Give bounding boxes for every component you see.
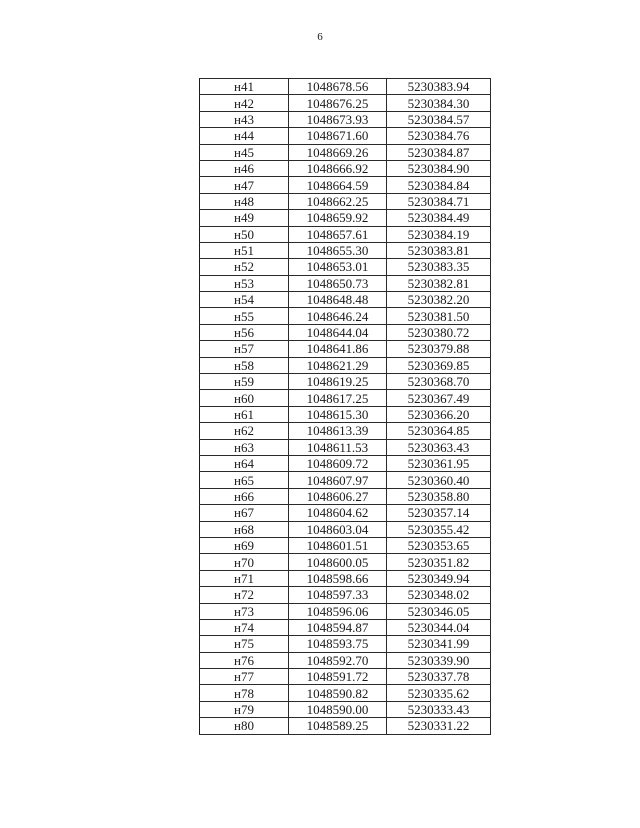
x-coordinate-cell: 1048615.30: [289, 406, 387, 422]
point-name-cell: н62: [200, 423, 289, 439]
x-coordinate-cell: 1048600.05: [289, 554, 387, 570]
x-coordinate-cell: 1048676.25: [289, 95, 387, 111]
point-name-cell: н44: [200, 128, 289, 144]
table-row: [200, 603, 491, 619]
table-row: [200, 275, 491, 291]
y-coordinate-cell: 5230384.57: [387, 111, 491, 127]
x-coordinate-cell: 1048648.48: [289, 292, 387, 308]
y-coordinate-cell: 5230369.85: [387, 357, 491, 373]
point-name-cell: н78: [200, 685, 289, 701]
point-name-cell: н43: [200, 111, 289, 127]
point-name-cell: н57: [200, 341, 289, 357]
point-name-cell: н46: [200, 160, 289, 176]
point-name-cell: н68: [200, 521, 289, 537]
table-row: [200, 259, 491, 275]
table-row: [200, 128, 491, 144]
point-name-cell: н59: [200, 374, 289, 390]
point-name-cell: н67: [200, 505, 289, 521]
y-coordinate-cell: 5230382.81: [387, 275, 491, 291]
y-coordinate-cell: 5230379.88: [387, 341, 491, 357]
point-name-cell: н52: [200, 259, 289, 275]
table-row: [200, 292, 491, 308]
x-coordinate-cell: 1048653.01: [289, 259, 387, 275]
x-coordinate-cell: 1048678.56: [289, 79, 387, 95]
table-row: [200, 406, 491, 422]
coordinates-table-body: [200, 79, 491, 735]
point-name-cell: н80: [200, 718, 289, 734]
x-coordinate-cell: 1048590.82: [289, 685, 387, 701]
point-name-cell: н58: [200, 357, 289, 373]
point-name-cell: н47: [200, 177, 289, 193]
table-row: [200, 193, 491, 209]
table-row: [200, 521, 491, 537]
y-coordinate-cell: 5230357.14: [387, 505, 491, 521]
table-row: [200, 390, 491, 406]
y-coordinate-cell: 5230384.87: [387, 144, 491, 160]
x-coordinate-cell: 1048671.60: [289, 128, 387, 144]
x-coordinate-cell: 1048666.92: [289, 160, 387, 176]
table-row: [200, 537, 491, 553]
table-row: [200, 587, 491, 603]
x-coordinate-cell: 1048606.27: [289, 488, 387, 504]
table-row: [200, 652, 491, 668]
x-coordinate-cell: 1048655.30: [289, 242, 387, 258]
y-coordinate-cell: 5230348.02: [387, 587, 491, 603]
table-row: [200, 505, 491, 521]
point-name-cell: н74: [200, 619, 289, 635]
y-coordinate-cell: 5230353.65: [387, 537, 491, 553]
y-coordinate-cell: 5230383.35: [387, 259, 491, 275]
point-name-cell: н60: [200, 390, 289, 406]
point-name-cell: н56: [200, 324, 289, 340]
table-row: [200, 242, 491, 258]
y-coordinate-cell: 5230383.94: [387, 79, 491, 95]
x-coordinate-cell: 1048591.72: [289, 669, 387, 685]
x-coordinate-cell: 1048657.61: [289, 226, 387, 242]
point-name-cell: н65: [200, 472, 289, 488]
point-name-cell: н55: [200, 308, 289, 324]
point-name-cell: н71: [200, 570, 289, 586]
y-coordinate-cell: 5230360.40: [387, 472, 491, 488]
y-coordinate-cell: 5230384.30: [387, 95, 491, 111]
y-coordinate-cell: 5230349.94: [387, 570, 491, 586]
x-coordinate-cell: 1048662.25: [289, 193, 387, 209]
y-coordinate-cell: 5230383.81: [387, 242, 491, 258]
table-row: [200, 79, 491, 95]
x-coordinate-cell: 1048664.59: [289, 177, 387, 193]
point-name-cell: н79: [200, 701, 289, 717]
table-row: [200, 144, 491, 160]
y-coordinate-cell: 5230367.49: [387, 390, 491, 406]
point-name-cell: н61: [200, 406, 289, 422]
y-coordinate-cell: 5230344.04: [387, 619, 491, 635]
y-coordinate-cell: 5230384.19: [387, 226, 491, 242]
x-coordinate-cell: 1048619.25: [289, 374, 387, 390]
x-coordinate-cell: 1048604.62: [289, 505, 387, 521]
x-coordinate-cell: 1048607.97: [289, 472, 387, 488]
table-row: [200, 308, 491, 324]
y-coordinate-cell: 5230337.78: [387, 669, 491, 685]
point-name-cell: н69: [200, 537, 289, 553]
y-coordinate-cell: 5230361.95: [387, 455, 491, 471]
y-coordinate-cell: 5230366.20: [387, 406, 491, 422]
x-coordinate-cell: 1048659.92: [289, 210, 387, 226]
table-row: [200, 177, 491, 193]
y-coordinate-cell: 5230381.50: [387, 308, 491, 324]
y-coordinate-cell: 5230384.84: [387, 177, 491, 193]
y-coordinate-cell: 5230335.62: [387, 685, 491, 701]
point-name-cell: н76: [200, 652, 289, 668]
y-coordinate-cell: 5230355.42: [387, 521, 491, 537]
point-name-cell: н45: [200, 144, 289, 160]
x-coordinate-cell: 1048592.70: [289, 652, 387, 668]
point-name-cell: н54: [200, 292, 289, 308]
point-name-cell: н48: [200, 193, 289, 209]
y-coordinate-cell: 5230384.71: [387, 193, 491, 209]
table-row: [200, 685, 491, 701]
x-coordinate-cell: 1048601.51: [289, 537, 387, 553]
table-row: [200, 341, 491, 357]
x-coordinate-cell: 1048590.00: [289, 701, 387, 717]
table-row: [200, 701, 491, 717]
point-name-cell: н77: [200, 669, 289, 685]
y-coordinate-cell: 5230333.43: [387, 701, 491, 717]
y-coordinate-cell: 5230380.72: [387, 324, 491, 340]
x-coordinate-cell: 1048603.04: [289, 521, 387, 537]
point-name-cell: н64: [200, 455, 289, 471]
point-name-cell: н66: [200, 488, 289, 504]
table-row: [200, 570, 491, 586]
x-coordinate-cell: 1048597.33: [289, 587, 387, 603]
y-coordinate-cell: 5230363.43: [387, 439, 491, 455]
table-row: [200, 210, 491, 226]
table-row: [200, 439, 491, 455]
point-name-cell: н73: [200, 603, 289, 619]
x-coordinate-cell: 1048611.53: [289, 439, 387, 455]
x-coordinate-cell: 1048644.04: [289, 324, 387, 340]
table-row: [200, 423, 491, 439]
point-name-cell: н50: [200, 226, 289, 242]
point-name-cell: н63: [200, 439, 289, 455]
x-coordinate-cell: 1048617.25: [289, 390, 387, 406]
x-coordinate-cell: 1048596.06: [289, 603, 387, 619]
x-coordinate-cell: 1048598.66: [289, 570, 387, 586]
point-name-cell: н53: [200, 275, 289, 291]
x-coordinate-cell: 1048650.73: [289, 275, 387, 291]
table-row: [200, 226, 491, 242]
y-coordinate-cell: 5230331.22: [387, 718, 491, 734]
point-name-cell: н42: [200, 95, 289, 111]
table-row: [200, 357, 491, 373]
x-coordinate-cell: 1048669.26: [289, 144, 387, 160]
y-coordinate-cell: 5230346.05: [387, 603, 491, 619]
y-coordinate-cell: 5230341.99: [387, 636, 491, 652]
y-coordinate-cell: 5230368.70: [387, 374, 491, 390]
y-coordinate-cell: 5230382.20: [387, 292, 491, 308]
table-row: [200, 472, 491, 488]
table-row: [200, 636, 491, 652]
x-coordinate-cell: 1048613.39: [289, 423, 387, 439]
point-name-cell: н51: [200, 242, 289, 258]
point-name-cell: н70: [200, 554, 289, 570]
x-coordinate-cell: 1048589.25: [289, 718, 387, 734]
point-name-cell: н75: [200, 636, 289, 652]
coordinates-table: [199, 78, 491, 735]
x-coordinate-cell: 1048609.72: [289, 455, 387, 471]
table-row: [200, 619, 491, 635]
table-row: [200, 554, 491, 570]
point-name-cell: н72: [200, 587, 289, 603]
y-coordinate-cell: 5230384.90: [387, 160, 491, 176]
table-row: [200, 455, 491, 471]
x-coordinate-cell: 1048594.87: [289, 619, 387, 635]
y-coordinate-cell: 5230384.49: [387, 210, 491, 226]
y-coordinate-cell: 5230384.76: [387, 128, 491, 144]
table-row: [200, 324, 491, 340]
x-coordinate-cell: 1048673.93: [289, 111, 387, 127]
x-coordinate-cell: 1048641.86: [289, 341, 387, 357]
table-row: [200, 111, 491, 127]
page-number: 6: [317, 31, 323, 43]
table-row: [200, 374, 491, 390]
y-coordinate-cell: 5230351.82: [387, 554, 491, 570]
table-row: [200, 95, 491, 111]
table-row: [200, 718, 491, 734]
y-coordinate-cell: 5230358.80: [387, 488, 491, 504]
table-row: [200, 669, 491, 685]
point-name-cell: н49: [200, 210, 289, 226]
y-coordinate-cell: 5230339.90: [387, 652, 491, 668]
table-row: [200, 488, 491, 504]
y-coordinate-cell: 5230364.85: [387, 423, 491, 439]
x-coordinate-cell: 1048646.24: [289, 308, 387, 324]
x-coordinate-cell: 1048593.75: [289, 636, 387, 652]
table-row: [200, 160, 491, 176]
x-coordinate-cell: 1048621.29: [289, 357, 387, 373]
point-name-cell: н41: [200, 79, 289, 95]
